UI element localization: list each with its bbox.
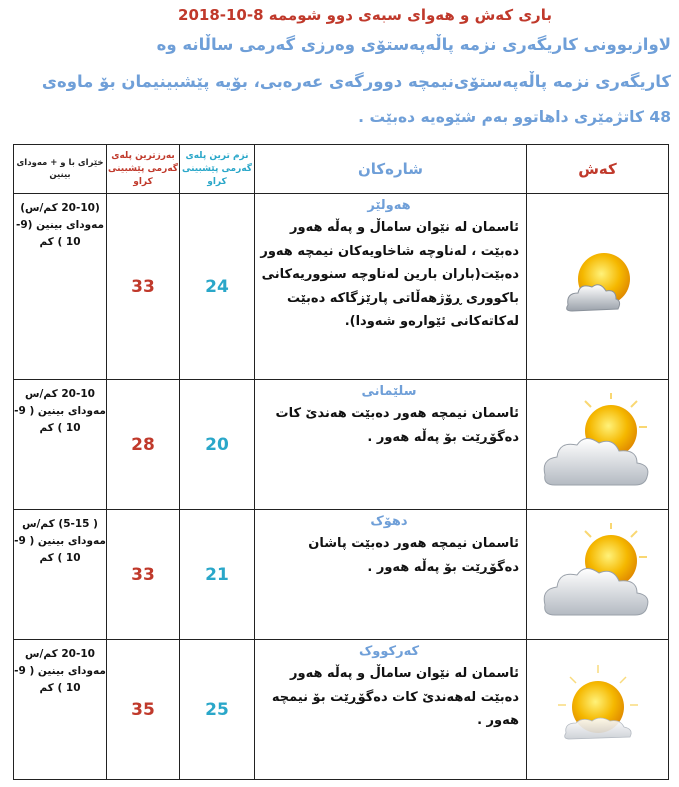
table-row (14, 640, 669, 780)
weather-icon-cell (527, 194, 669, 380)
synopsis-line-3: 48 کاتژمێری داهاتوو بەم شێوەیە دەبێت . (358, 108, 671, 126)
synopsis-line-2: کاریگەری نزمە پاڵەپەستۆی‌نیمچە دوورگەی عەرەبی، بۆیە پێشبینیمان بۆ ماوەی (41, 72, 671, 91)
city-name: هەولێر (367, 198, 411, 213)
forecast-text: ئاسمان نیمچە هەور دەبێت هەندێ کات دەگۆڕێت بۆ پەڵە هەور . (275, 406, 519, 445)
wind-visibility: ( 5-15) کم/س مەودای بینین ( 9-10 ) کم (14, 510, 107, 640)
city-name: سلێمانی (361, 384, 417, 399)
forecast-text: ئاسمان نیمچە هەور دەبێت پاشان دەگۆڕێت بۆ پەڵە هەور . (308, 536, 519, 575)
forecast-text: ئاسمان لە نێوان ساماڵ و پەڵە هەور دەبێت ، لەناوچە شاخاویەکان نیمچە هەور دەبێت(باران بارین لەناوچە سنووریەکانی باکووری ڕۆژهەڵاتی پارێزگاکە دەبێت لەکاتەکانی ئێوارەو شەودا). (260, 220, 519, 329)
header-cities: شارەکان (255, 145, 527, 194)
min-temp: 25 (180, 640, 255, 780)
max-temp: 33 (107, 194, 180, 380)
weather-icon-cell (527, 640, 669, 780)
min-temp: 21 (180, 510, 255, 640)
max-temp: 35 (107, 640, 180, 780)
weather-icon-cell (527, 510, 669, 640)
forecast-table (13, 144, 669, 780)
max-temp: 28 (107, 380, 180, 510)
min-temp: 24 (180, 194, 255, 380)
weather-icon-cell (527, 380, 669, 510)
city-name: کەرکووک (358, 644, 420, 659)
city-forecast (255, 380, 527, 510)
cloudy-sun-icon (539, 523, 657, 623)
min-temp: 20 (180, 380, 255, 510)
forecast-text: ئاسمان لە نێوان ساماڵ و پەڵە هەور دەبێت لەهەندێ کات دەگۆڕێت بۆ نیمچە هەور . (271, 666, 519, 728)
cloudy-sun-icon (539, 393, 657, 493)
city-forecast (255, 640, 527, 780)
header-weather: کەش (527, 145, 669, 194)
table-header-row (14, 145, 669, 194)
city-name: دهۆک (370, 514, 408, 529)
mostly-sunny-icon (548, 663, 648, 753)
city-forecast (255, 510, 527, 640)
max-temp: 33 (107, 510, 180, 640)
header-max-temp: بەرزترین پلەی گەرمی پێشبینی کراو (107, 145, 180, 194)
table-row (14, 510, 669, 640)
header-min-temp: نزم ترین پلەی گەرمی پێشبینی کراو (180, 145, 255, 194)
table-row (14, 380, 669, 510)
header-wind-visibility: خێرای با و + مەودای بینین (14, 145, 107, 194)
synopsis-line-1: لاوازبوونی کاریگەری نزمە پاڵەپەستۆی وەرزی گەرمی ساڵانە وە (156, 35, 671, 54)
sun-cloud-icon (552, 239, 644, 331)
table-row (14, 194, 669, 380)
wind-visibility: 20-10 کم/س مەودای بینین ( 9-10 ) کم (14, 640, 107, 780)
city-forecast (255, 194, 527, 380)
wind-visibility: 20-10 کم/س مەودای بینین ( 9-10 ) کم (14, 380, 107, 510)
wind-visibility: (20-10 کم/س) مەودای بینین (9-10 ) کم (14, 194, 107, 380)
forecast-title: باری کەش و هەوای سبەی دوو شوممە 8-10-2018 (178, 6, 552, 24)
